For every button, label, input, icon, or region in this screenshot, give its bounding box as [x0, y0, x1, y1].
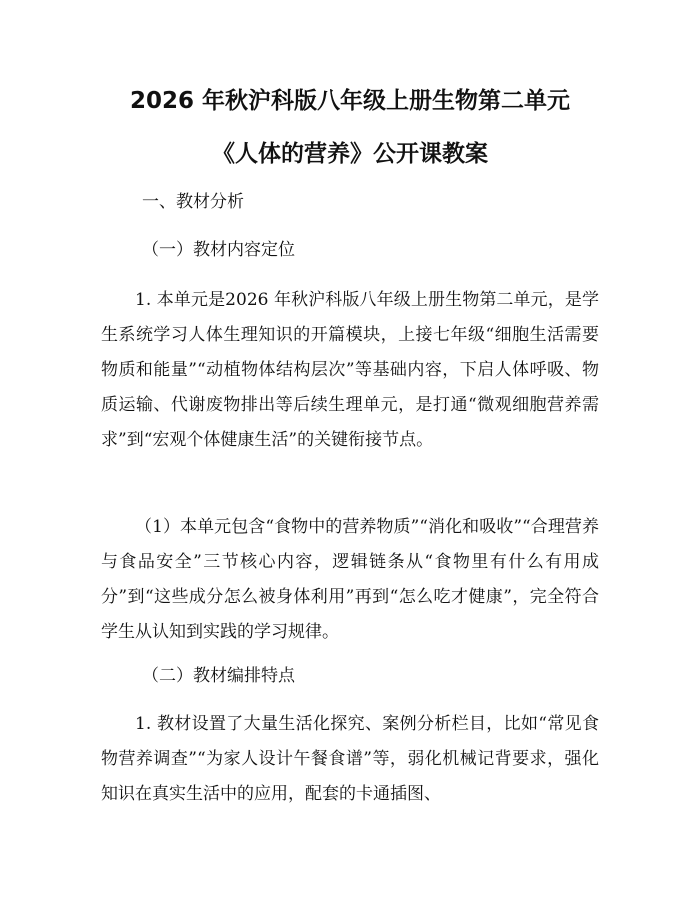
document-title-line-2: 《人体的营养》公开课教案 [212, 141, 488, 167]
paragraph-unit-contents: （1）本单元包含“食物中的营养物质”“消化和吸收”“合理营养与食品安全”三节核心内容，逻辑链条从“食物里有什么有用成分”到“这些成分怎么被身体利用”再到“怎么吃才健康”，完全符合学生从认知到实践的学习规律。 [101, 517, 599, 642]
paragraph-unit-positioning: 1. 本单元是2026 年秋沪科版八年级上册生物第二单元，是学生系统学习人体生理知识的开篇模块，上接七年级“细胞生活需要物质和能量”“动植物体结构层次”等基础内容，下启人体呼吸、物质运输、代谢废物排出等后续生理单元，是打通“微观细胞营养需求”到“宏观个体健康生活”的关键衔接节点。 [101, 290, 599, 450]
subsection-heading-arrangement-features: （二）教材编排特点 [142, 666, 295, 686]
document-title-line-1: 2026 年秋沪科版八年级上册生物第二单元 [129, 88, 571, 114]
section-heading-textbook-analysis: 一、教材分析 [142, 192, 244, 212]
paragraph-arrangement-features: 1. 教材设置了大量生活化探究、案例分析栏目，比如“常见食物营养调查”“为家人设计午餐食谱”等，弱化机械记背要求，强化知识在真实生活中的应用，配套的卡通插图、 [101, 714, 599, 804]
subsection-heading-content-positioning: （一）教材内容定位 [142, 240, 295, 260]
